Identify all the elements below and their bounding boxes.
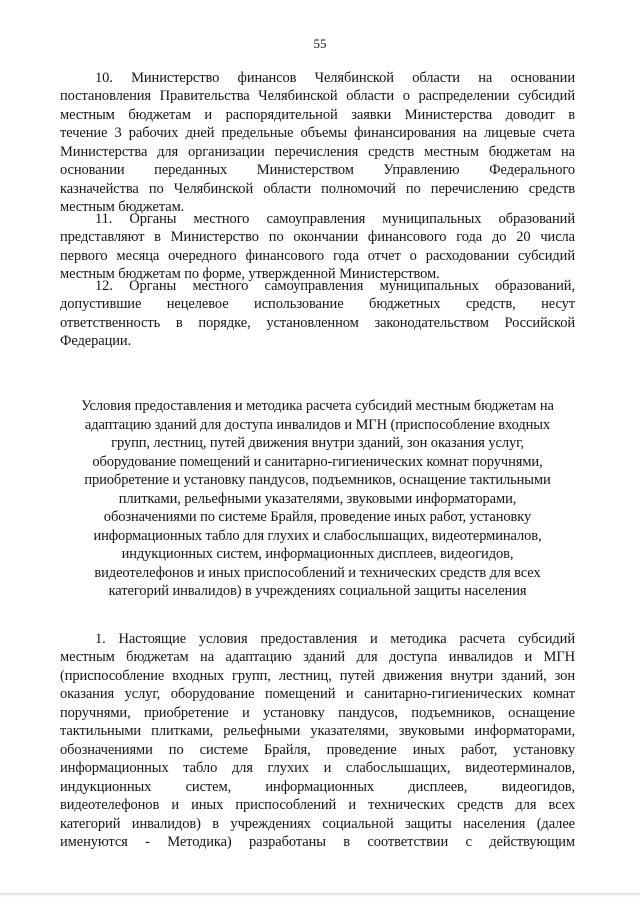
paragraph-1-line: информационных табло для глухих и слабослышащих, видеотерминалов, [60, 760, 575, 776]
paragraph-10-line: местным бюджетам и распорядительной заявки Министерства доводит в [60, 107, 575, 123]
paragraph-1-line: категорий инвалидов) в учреждениях социальной защиты населения (далее [60, 816, 575, 832]
paragraph-12-line: допустившие нецелевое использование бюджетных средств, несут [60, 296, 575, 312]
section-title-line: обозначениями по системе Брайля, проведение иных работ, установку [103, 509, 532, 525]
paragraph-11-line: местным бюджетам по форме, утвержденной Министерством. [60, 266, 440, 282]
section-title-line: Условия предоставления и методика расчета субсидий местным бюджетам на [81, 398, 554, 414]
paragraph-11-line: первого месяца очередного финансового года отчет о расходовании субсидий [60, 248, 575, 264]
section-title-line: видеотелефонов и иных приспособлений и технических средств для всех [94, 565, 541, 581]
paragraph-1-line: (приспособление входных групп, лестниц, путей движения внутри зданий, зон [60, 668, 575, 684]
paragraph-12-line: ответственность в порядке, установленном законодательством Российской [60, 315, 575, 331]
paragraph-10-line: Министерства для организации перечисления средств местным бюджетам на [60, 144, 575, 160]
section-title-line: приобретение и установку пандусов, подъемников, оснащение тактильными [84, 472, 551, 488]
paragraph-1-line: оказания услуг, оборудование помещений и санитарно-гигиенических комнат [60, 686, 575, 702]
section-title-line: информационных табло для глухих и слабослышащих, видеотерминалов, [93, 528, 542, 544]
section-title-line: адаптацию зданий для доступа инвалидов и МГН (приспособление входных [84, 417, 551, 433]
paragraph-10-line: постановления Правительства Челябинской области о распределении субсидий [60, 88, 575, 104]
section-title-line: категорий инвалидов) в учреждениях социальной защиты населения [108, 583, 527, 599]
paragraph-1-line: 1. Настоящие условия предоставления и методика расчета субсидий [95, 631, 575, 647]
page-number: 55 [313, 36, 327, 51]
paragraph-1-line: именуются - Методика) разработаны в соответствии с действующим [60, 834, 575, 850]
section-title-line: плитками, рельефными указателями, звуковыми информаторами, [118, 491, 517, 507]
paragraph-12-line: Федерации. [60, 333, 132, 349]
paragraph-11-line: представляют в Министерство по окончании финансового года до 20 числа [60, 229, 575, 245]
paragraph-1-line: индукционных систем, информационных дисплеев, видеогидов, [60, 779, 575, 795]
paragraph-10-line: течение 3 рабочих дней предельные объемы финансирования на лицевые счета [60, 125, 575, 141]
paragraph-11-line: 11. Органы местного самоуправления муниципальных образований [95, 211, 575, 227]
paragraph-1-line: видеотелефонов и иных приспособлений и технических средств для всех [60, 797, 575, 813]
paragraph-10-line: местным бюджетам. [60, 199, 185, 215]
paragraph-1-line: поручнями, приобретение и установку пандусов, подъемников, оснащение [60, 705, 575, 721]
paragraph-1-line: обозначениями по системе Брайля, проведение иных работ, установку [60, 742, 575, 758]
paragraph-12-line: 12. Органы местного самоуправления муниципальных образований, [95, 278, 575, 294]
paragraph-10-line: основании переданных Министерством Управлению Федерального [60, 162, 575, 178]
paragraph-10-line: 10. Министерство финансов Челябинской области на основании [95, 70, 575, 86]
paragraph-10-line: казначейства по Челябинской области полномочий по перечислению средств [60, 181, 575, 197]
section-title-line: индукционных систем, информационных дисплеев, видеогидов, [121, 546, 514, 562]
section-title-line: оборудование помещений и санитарно-гигиенических комнат поручнями, [92, 454, 543, 470]
section-title-line: групп, лестниц, путей движения внутри зданий, зон оказания услуг, [111, 435, 524, 451]
paragraph-1-line: тактильными плитками, рельефными указателями, звуковыми информаторами, [60, 723, 575, 739]
paragraph-1-line: местным бюджетам на адаптацию зданий для доступа инвалидов и МГН [60, 649, 575, 665]
scan-bottom-edge [0, 893, 640, 897]
